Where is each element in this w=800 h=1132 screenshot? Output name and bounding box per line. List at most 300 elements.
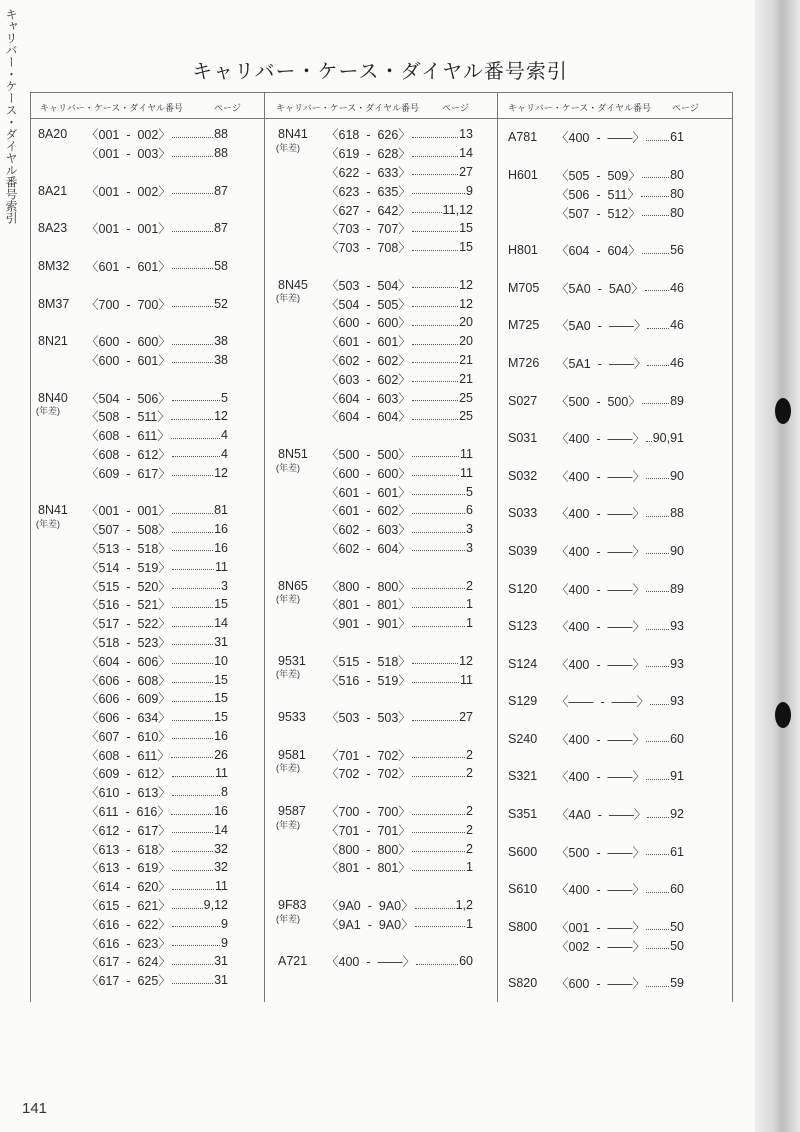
index-entry	[278, 181, 473, 200]
dot-leader	[171, 757, 213, 758]
caliber-code: A721	[278, 954, 308, 969]
binder-hole	[775, 702, 791, 728]
number-range: 〈9A1 - 9A0〉	[326, 917, 414, 932]
page-ref: 15	[459, 240, 473, 255]
number-range: 〈001 - 002〉	[86, 184, 171, 199]
range-to: ——	[608, 319, 634, 334]
spacer	[508, 786, 684, 805]
page-ref: 46	[670, 318, 684, 333]
number-range: 〈606 - 634〉	[86, 711, 171, 726]
range-from: 602	[338, 541, 360, 556]
index-entry	[38, 764, 228, 783]
page-ref: 38	[214, 334, 228, 349]
index-entry	[508, 579, 684, 598]
index-entry	[508, 354, 684, 373]
dot-leader	[412, 851, 465, 852]
range-to: 613	[137, 786, 159, 801]
number-range: 〈800 - 800〉	[326, 842, 411, 857]
range-from: 506	[568, 187, 590, 202]
number-range: 〈602 - 602〉	[326, 353, 411, 368]
column-divider	[497, 92, 498, 1002]
range-from: 600	[338, 316, 360, 331]
number-range: 〈001 - 001〉	[86, 222, 171, 237]
range-from: 503	[338, 278, 360, 293]
dot-leader	[172, 889, 214, 890]
range-to: ——	[607, 507, 633, 522]
range-to: ——	[608, 808, 634, 823]
dot-leader	[642, 215, 669, 216]
number-range: 〈604 - 604〉	[326, 410, 411, 425]
range-to: 611	[137, 748, 158, 763]
page-ref: 12	[214, 465, 228, 480]
range-from: 604	[338, 391, 360, 406]
dot-leader	[412, 400, 458, 401]
range-to: 5A0	[608, 281, 632, 296]
range-from: 623	[338, 184, 360, 199]
number-range: 〈517 - 522〉	[86, 617, 171, 632]
number-range: 〈400 - ——〉	[556, 544, 645, 559]
number-range: 〈5A0 - 5A0〉	[556, 281, 644, 296]
page-ref: 93	[670, 656, 684, 671]
dot-leader	[412, 720, 458, 721]
range-to: 617	[137, 823, 159, 838]
page-ref: 9	[466, 183, 473, 198]
range-from: 400	[568, 582, 590, 597]
range-to: ——	[607, 432, 633, 447]
dot-leader	[172, 908, 203, 909]
page-ref: 5	[221, 390, 228, 405]
spacer	[38, 369, 228, 388]
number-range: 〈607 - 610〉	[86, 729, 171, 744]
caliber-code: 8A23	[38, 221, 68, 236]
dot-leader	[415, 908, 455, 909]
range-to: 604	[377, 410, 399, 425]
page-ref: 14	[459, 146, 473, 161]
range-to: 001	[137, 504, 159, 519]
range-to: ——	[607, 920, 633, 935]
range-from: 600	[98, 353, 120, 368]
dot-leader	[650, 704, 669, 705]
spacer	[508, 448, 684, 467]
range-to: 522	[137, 617, 159, 632]
number-range: 〈606 - 609〉	[86, 692, 171, 707]
range-to: 002	[137, 128, 159, 143]
dot-leader	[412, 325, 458, 326]
page-ref: 38	[214, 352, 228, 367]
range-from: 5A0	[568, 319, 591, 334]
dot-leader	[412, 494, 465, 495]
index-entry	[38, 651, 228, 670]
range-to: ——	[607, 883, 633, 898]
number-range: 〈500 - ——〉	[556, 845, 645, 860]
range-to: ——	[608, 356, 634, 371]
number-range: 〈608 - 611〉	[86, 748, 170, 763]
number-range: 〈400 - ——〉	[556, 732, 645, 747]
range-to: 611	[137, 429, 158, 444]
number-range: 〈702 - 702〉	[326, 767, 411, 782]
spacer	[278, 689, 473, 708]
number-range: 〈515 - 520〉	[86, 579, 171, 594]
range-from: 001	[98, 222, 120, 237]
page-ref: 11	[460, 465, 473, 480]
range-from: 400	[568, 544, 590, 559]
dot-leader	[172, 832, 213, 833]
number-range: 〈703 - 707〉	[326, 222, 411, 237]
caliber-code: S820	[508, 976, 538, 991]
range-to: 503	[377, 711, 399, 726]
range-to: 518	[377, 654, 399, 669]
caliber-note: (年差)	[36, 518, 60, 529]
page-ref: 15	[214, 710, 228, 725]
range-from: 601	[98, 259, 120, 274]
range-from: 614	[98, 880, 120, 895]
index-entry	[38, 595, 228, 614]
side-index-label: キャリバー・ケース・ダイヤル番号索引	[4, 8, 18, 224]
dot-leader	[171, 814, 213, 815]
range-from: 516	[338, 673, 360, 688]
dot-leader	[172, 795, 220, 796]
dot-leader	[416, 964, 458, 965]
range-from: 400	[568, 432, 590, 447]
range-to: 622	[137, 917, 159, 932]
caliber-code: 9F83	[278, 898, 307, 913]
number-range: 〈001 - 001〉	[86, 504, 171, 519]
spacer	[38, 275, 228, 294]
dot-leader	[172, 663, 213, 664]
number-range: 〈505 - 509〉	[556, 168, 641, 183]
index-entry	[508, 767, 684, 786]
page-ref: 15	[214, 691, 228, 706]
range-from: 604	[568, 244, 590, 259]
number-range: 〈603 - 602〉	[326, 372, 411, 387]
number-range: 〈617 - 625〉	[86, 974, 171, 989]
index-entry	[38, 219, 228, 238]
dot-leader	[647, 328, 669, 329]
range-to: 610	[137, 729, 159, 744]
range-to: 612	[137, 767, 159, 782]
index-entry	[508, 203, 684, 222]
page-ref: 13	[459, 127, 473, 142]
range-from: 518	[98, 635, 120, 650]
range-to: ——	[607, 732, 633, 747]
range-to: 523	[137, 635, 159, 650]
page-ref: 89	[670, 581, 684, 596]
index-entry	[278, 539, 473, 558]
dot-leader	[172, 569, 214, 570]
range-to: ——	[611, 695, 637, 710]
number-range: 〈609 - 612〉	[86, 767, 171, 782]
range-to: 002	[137, 184, 159, 199]
dot-leader	[646, 553, 669, 554]
index-entry	[38, 839, 228, 858]
dot-leader	[412, 475, 459, 476]
index-entry	[276, 275, 473, 304]
page-ref: 1	[466, 597, 473, 612]
dot-leader	[646, 854, 669, 855]
index-entry	[508, 617, 684, 636]
number-range: 〈627 - 642〉	[326, 203, 411, 218]
column-divider	[264, 92, 265, 1002]
index-entry	[38, 971, 228, 990]
number-range: 〈504 - 505〉	[326, 297, 411, 312]
dot-leader	[172, 306, 213, 307]
number-range: 〈701 - 702〉	[326, 748, 411, 763]
caliber-code: H801	[508, 243, 538, 258]
range-to: 708	[377, 241, 399, 256]
caliber-code: M705	[508, 280, 540, 295]
spacer	[38, 482, 228, 501]
page-ref: 16	[214, 728, 228, 743]
range-from: 604	[338, 410, 360, 425]
dot-leader	[412, 212, 442, 213]
caliber-code: 9587	[278, 804, 306, 819]
range-to: 642	[377, 203, 399, 218]
spacer	[278, 426, 473, 445]
index-entry	[276, 125, 473, 153]
range-from: 504	[338, 297, 360, 312]
header-caliber: キャリバー・ケース・ダイヤル番号	[276, 103, 420, 113]
range-from: 5A0	[568, 281, 591, 296]
caliber-code: S039	[508, 543, 538, 558]
spacer	[508, 372, 684, 391]
range-from: 400	[568, 620, 590, 635]
index-entry	[508, 974, 684, 993]
page-ref: 4	[221, 428, 228, 443]
spacer	[508, 147, 684, 166]
caliber-code: 8A21	[38, 183, 68, 198]
page-ref: 58	[214, 258, 228, 273]
index-entry	[38, 858, 228, 877]
range-to: 519	[377, 673, 399, 688]
number-range: 〈504 - 506〉	[86, 391, 171, 406]
dot-leader	[172, 626, 213, 627]
caliber-note: (年差)	[276, 913, 300, 924]
dot-leader	[412, 456, 459, 457]
dot-leader	[646, 948, 669, 949]
number-range: 〈400 - ——〉	[556, 770, 645, 785]
dot-leader	[172, 475, 213, 476]
index-entry	[38, 125, 228, 144]
page-ref: 90	[670, 543, 684, 558]
caliber-code: S800	[508, 919, 538, 934]
binder-edge	[755, 0, 800, 1132]
index-entry	[38, 445, 228, 464]
dot-leader	[412, 250, 458, 251]
range-to: ——	[607, 582, 633, 597]
range-to: ——	[607, 770, 633, 785]
spacer	[508, 673, 684, 692]
number-range: 〈601 - 601〉	[86, 259, 171, 274]
dot-leader	[412, 287, 458, 288]
page-ref: 31	[214, 634, 228, 649]
page-ref: 50	[670, 938, 684, 953]
range-from: 500	[568, 845, 590, 860]
range-to: 601	[377, 485, 399, 500]
page-ref: 1	[466, 860, 473, 875]
range-from: 901	[338, 617, 360, 632]
dot-leader	[412, 870, 465, 871]
range-to: 001	[137, 222, 159, 237]
range-from: 616	[98, 917, 120, 932]
index-entry	[508, 466, 684, 485]
dot-leader	[172, 137, 213, 138]
dot-leader	[412, 550, 465, 551]
number-range: 〈518 - 523〉	[86, 635, 171, 650]
index-entry	[276, 896, 473, 924]
caliber-note: (年差)	[276, 763, 300, 774]
number-range: 〈400 - ——〉	[556, 507, 645, 522]
page-ref: 31	[214, 954, 228, 969]
range-to: 624	[137, 955, 159, 970]
dot-leader	[646, 986, 669, 987]
spacer	[38, 163, 228, 182]
index-entry	[38, 689, 228, 708]
number-range: 〈700 - 700〉	[86, 297, 171, 312]
range-from: 608	[98, 447, 120, 462]
dot-leader	[172, 738, 213, 739]
number-range: 〈604 - 606〉	[86, 654, 171, 669]
range-from: 703	[338, 241, 360, 256]
number-range: 〈514 - 519〉	[86, 560, 171, 575]
index-entry	[278, 294, 473, 313]
range-to: 901	[377, 617, 399, 632]
range-to: 505	[377, 297, 399, 312]
dot-leader	[412, 231, 458, 232]
range-from: 516	[98, 598, 120, 613]
index-column-3	[508, 128, 684, 993]
number-range: 〈400 - ——〉	[326, 955, 415, 970]
number-range: 〈506 - 511〉	[556, 187, 640, 202]
index-entry	[38, 745, 228, 764]
page-ref: 32	[214, 841, 228, 856]
page-ref: 90,91	[652, 431, 684, 446]
number-range: 〈507 - 512〉	[556, 206, 641, 221]
range-from: 606	[98, 711, 120, 726]
page-title: キャリバー・ケース・ダイヤル番号索引	[192, 61, 568, 83]
range-from: 508	[98, 410, 120, 425]
caliber-code: S124	[508, 656, 538, 671]
range-from: 622	[338, 165, 360, 180]
number-range: 〈601 - 601〉	[326, 485, 411, 500]
number-range: 〈608 - 611〉	[86, 429, 170, 444]
range-from: 514	[98, 560, 120, 575]
range-from: 610	[98, 786, 120, 801]
spacer	[508, 861, 684, 880]
dot-leader	[172, 550, 213, 551]
page-ref: 1,2	[455, 898, 473, 913]
caliber-note: (年差)	[276, 293, 300, 304]
dot-leader	[646, 929, 669, 930]
dot-leader	[647, 365, 669, 366]
dot-leader	[412, 174, 458, 175]
page-ref: 25	[459, 390, 473, 405]
range-to: 606	[137, 654, 159, 669]
index-entry	[508, 241, 684, 260]
index-entry	[508, 128, 684, 147]
index-entry	[278, 614, 473, 633]
range-from: 701	[338, 823, 360, 838]
header-page: ページ	[442, 103, 469, 113]
dot-leader	[172, 231, 213, 232]
number-range: 〈400 - ——〉	[556, 883, 645, 898]
dot-leader	[412, 381, 458, 382]
range-to: 601	[377, 335, 399, 350]
page-ref: 88	[670, 506, 684, 521]
number-range: 〈600 - 600〉	[86, 335, 171, 350]
range-to: 701	[377, 823, 399, 838]
range-from: 627	[338, 203, 360, 218]
range-from: 602	[338, 353, 360, 368]
dot-leader	[412, 663, 458, 664]
range-to: 500	[607, 394, 629, 409]
header-caliber: キャリバー・ケース・ダイヤル番号	[40, 103, 184, 113]
page-ref: 93	[670, 694, 684, 709]
dot-leader	[172, 682, 213, 683]
range-from: 800	[338, 579, 360, 594]
range-to: 800	[377, 842, 399, 857]
number-range: 〈400 - ——〉	[556, 657, 645, 672]
index-column-2	[278, 125, 473, 971]
index-entry	[278, 858, 473, 877]
page-ref: 80	[670, 186, 684, 201]
index-entry	[508, 936, 684, 955]
range-to: 602	[377, 353, 399, 368]
caliber-code: 9581	[278, 747, 306, 762]
dot-leader	[645, 290, 670, 291]
index-entry	[38, 557, 228, 576]
range-to: 518	[137, 541, 159, 556]
range-from: 603	[338, 372, 360, 387]
number-range: 〈601 - 602〉	[326, 504, 411, 519]
index-entry	[278, 351, 473, 370]
caliber-code: 8N21	[38, 334, 68, 349]
range-from: 517	[98, 617, 120, 632]
dot-leader	[412, 532, 465, 533]
caliber-code: S600	[508, 844, 538, 859]
dot-leader	[412, 588, 465, 589]
range-from: 513	[98, 541, 120, 556]
page-ref: 31	[214, 973, 228, 988]
caliber-note: (年差)	[276, 819, 300, 830]
dot-leader	[646, 478, 669, 479]
dot-leader	[172, 532, 213, 533]
range-from: 001	[98, 147, 120, 162]
page-ref: 46	[670, 355, 684, 370]
dot-leader	[412, 607, 465, 608]
caliber-code: S032	[508, 468, 538, 483]
index-entry	[38, 708, 228, 727]
number-range: 〈616 - 623〉	[86, 936, 171, 951]
page-ref: 11	[215, 766, 228, 781]
index-entry	[508, 692, 684, 711]
dot-leader	[172, 926, 220, 927]
range-to: 600	[377, 316, 399, 331]
index-entry	[38, 332, 228, 351]
range-to: 619	[137, 861, 159, 876]
caliber-note: (年差)	[276, 143, 300, 153]
number-range: 〈800 - 800〉	[326, 579, 411, 594]
index-entry	[278, 520, 473, 539]
page-ref: 10	[214, 653, 228, 668]
range-to: 700	[377, 805, 399, 820]
spacer	[508, 598, 684, 617]
page-ref: 89	[670, 393, 684, 408]
page-ref: 16	[214, 540, 228, 555]
page-ref: 15	[214, 672, 228, 687]
header-page: ページ	[672, 103, 699, 113]
range-to: 504	[377, 278, 399, 293]
dot-leader	[172, 607, 213, 608]
